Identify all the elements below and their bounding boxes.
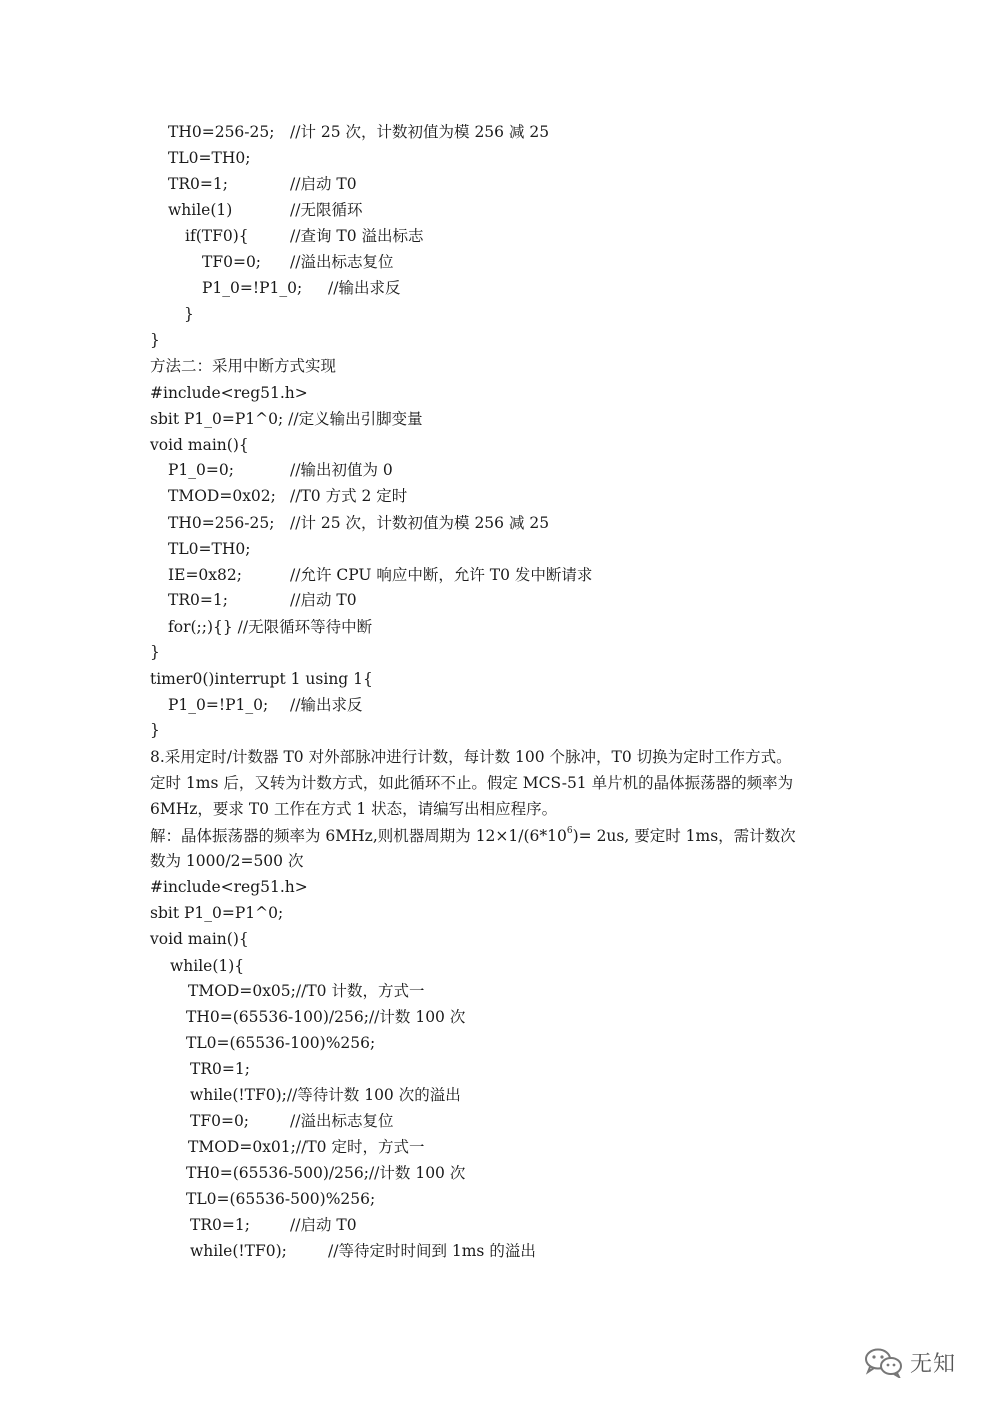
text-line — [168, 539, 250, 559]
line-comment: //计 25 次，计数初值为模 256 减 25 — [290, 123, 550, 141]
text-line — [150, 435, 249, 455]
line-comment: )= 2us, 要定时 1ms，需计数次 — [572, 827, 796, 845]
watermark-text: 无知 — [910, 1351, 957, 1377]
line-comment: //允许 CPU 响应中断，允许 T0 发中断请求 — [290, 566, 593, 584]
line-code: TMOD=0x02; — [168, 487, 276, 505]
text-line — [168, 460, 393, 480]
line-code: TMOD=0x05;//T0 计数，方式一 — [188, 982, 425, 1000]
line-comment: //启动 T0 — [290, 1216, 357, 1234]
line-code: TL0=(65536-500)%256; — [186, 1190, 376, 1208]
line-code: while(1){ — [170, 957, 245, 975]
line-code: TF0=0; — [190, 1112, 250, 1130]
line-code: 6MHz，要求 T0 工作在方式 1 状态，请编写出相应程序。 — [150, 800, 558, 818]
line-code: } — [150, 331, 160, 349]
text-line — [150, 747, 792, 767]
text-line — [170, 956, 244, 976]
text-line — [168, 200, 363, 220]
text-line — [150, 409, 423, 429]
line-code: sbit P1_0=P1^0; //定义输出引脚变量 — [150, 410, 423, 428]
line-comment: //计 25 次，计数初值为模 256 减 25 — [290, 514, 550, 532]
line-code: TR0=1; — [190, 1060, 250, 1078]
line-code: while(!TF0);//等待计数 100 次的溢出 — [190, 1086, 461, 1104]
line-code: for(;;){} //无限循环等待中断 — [168, 618, 373, 636]
text-line — [188, 981, 424, 1001]
text-line — [150, 669, 373, 689]
line-code: P1_0=!P1_0; — [202, 279, 303, 297]
text-line — [150, 826, 796, 846]
line-code: TH0=(65536-100)/256;//计数 100 次 — [186, 1008, 466, 1026]
text-line — [186, 1007, 465, 1027]
text-line — [150, 903, 283, 923]
text-line — [168, 122, 550, 142]
line-code: TL0=TH0; — [168, 540, 251, 558]
text-line — [150, 720, 160, 740]
line-code: TH0=256-25; — [168, 123, 275, 141]
line-code: while(!TF0); — [190, 1242, 287, 1260]
line-code: } — [150, 721, 160, 739]
text-line — [150, 642, 160, 662]
line-comment: //T0 方式 2 定时 — [290, 487, 408, 505]
wechat-icon — [862, 1346, 906, 1378]
text-line — [168, 695, 363, 715]
text-line — [150, 773, 793, 793]
line-comment: //无限循环 — [290, 201, 363, 219]
text-line — [190, 1215, 357, 1235]
text-line — [150, 877, 308, 897]
line-comment: //溢出标志复位 — [290, 1112, 394, 1130]
text-line — [168, 148, 250, 168]
line-code: TR0=1; — [190, 1216, 250, 1234]
text-line — [150, 383, 308, 403]
text-line — [168, 174, 357, 194]
line-code: #include<reg51.h> — [150, 384, 308, 402]
line-code: timer0()interrupt 1 using 1{ — [150, 670, 373, 688]
text-line — [188, 1137, 424, 1157]
line-comment: //输出求反 — [290, 696, 363, 714]
text-line — [190, 1085, 461, 1105]
line-code: void main(){ — [150, 930, 249, 948]
text-line — [150, 799, 557, 819]
line-code: TL0=(65536-100)%256; — [186, 1034, 376, 1052]
line-code: 定时 1ms 后，又转为计数方式，如此循环不止。假定 MCS-51 单片机的晶体振荡器的频率为 — [150, 774, 794, 792]
text-line — [202, 252, 394, 272]
line-comment: //溢出标志复位 — [290, 253, 394, 271]
text-line — [190, 1241, 536, 1261]
text-line — [150, 330, 160, 350]
text-line — [186, 1189, 375, 1209]
text-line — [185, 226, 424, 246]
line-comment: //输出求反 — [328, 279, 401, 297]
line-code: TR0=1; — [168, 175, 228, 193]
text-line — [150, 356, 336, 376]
line-code: TH0=(65536-500)/256;//计数 100 次 — [186, 1164, 466, 1182]
text-line — [168, 486, 408, 506]
line-code: 8.采用定时/计数器 T0 对外部脉冲进行计数，每计数 100 个脉冲，T0 切换为定时工作方式。 — [150, 748, 792, 766]
line-code: 数为 1000/2=500 次 — [150, 852, 304, 870]
line-code: P1_0=!P1_0; — [168, 696, 269, 714]
text-line — [168, 513, 550, 533]
line-comment: //启动 T0 — [290, 175, 357, 193]
line-comment: //等待定时时间到 1ms 的溢出 — [328, 1242, 536, 1260]
line-code: 方法二：采用中断方式实现 — [150, 357, 337, 375]
line-code: TR0=1; — [168, 591, 228, 609]
line-code: TL0=TH0; — [168, 149, 251, 167]
text-line — [190, 1111, 394, 1131]
watermark — [862, 1344, 956, 1380]
line-code: } — [184, 305, 194, 323]
line-code: TF0=0; — [202, 253, 262, 271]
line-code: void main(){ — [150, 436, 249, 454]
line-code: TH0=256-25; — [168, 514, 275, 532]
text-line — [190, 1059, 250, 1079]
text-line — [150, 851, 303, 871]
text-line — [168, 590, 357, 610]
line-code: } — [150, 643, 160, 661]
text-line — [150, 929, 249, 949]
line-code: TMOD=0x01;//T0 定时，方式一 — [188, 1138, 425, 1156]
text-line — [202, 278, 401, 298]
line-code: if(TF0){ — [185, 227, 249, 245]
line-code: IE=0x82; — [168, 566, 242, 584]
line-comment: //启动 T0 — [290, 591, 357, 609]
line-code: #include<reg51.h> — [150, 878, 308, 896]
text-line — [168, 617, 372, 637]
line-comment: //输出初值为 0 — [290, 461, 393, 479]
line-comment: //查询 T0 溢出标志 — [290, 227, 424, 245]
line-code: 解：晶体振荡器的频率为 6MHz,则机器周期为 12×1/(6*10 — [150, 827, 567, 845]
text-line — [184, 304, 194, 324]
line-code: P1_0=0; — [168, 461, 234, 479]
text-line — [186, 1033, 375, 1053]
text-line — [168, 565, 593, 585]
line-code: sbit P1_0=P1^0; — [150, 904, 284, 922]
exponent: 6 — [566, 826, 573, 836]
text-line — [186, 1163, 465, 1183]
line-code: while(1) — [168, 201, 233, 219]
